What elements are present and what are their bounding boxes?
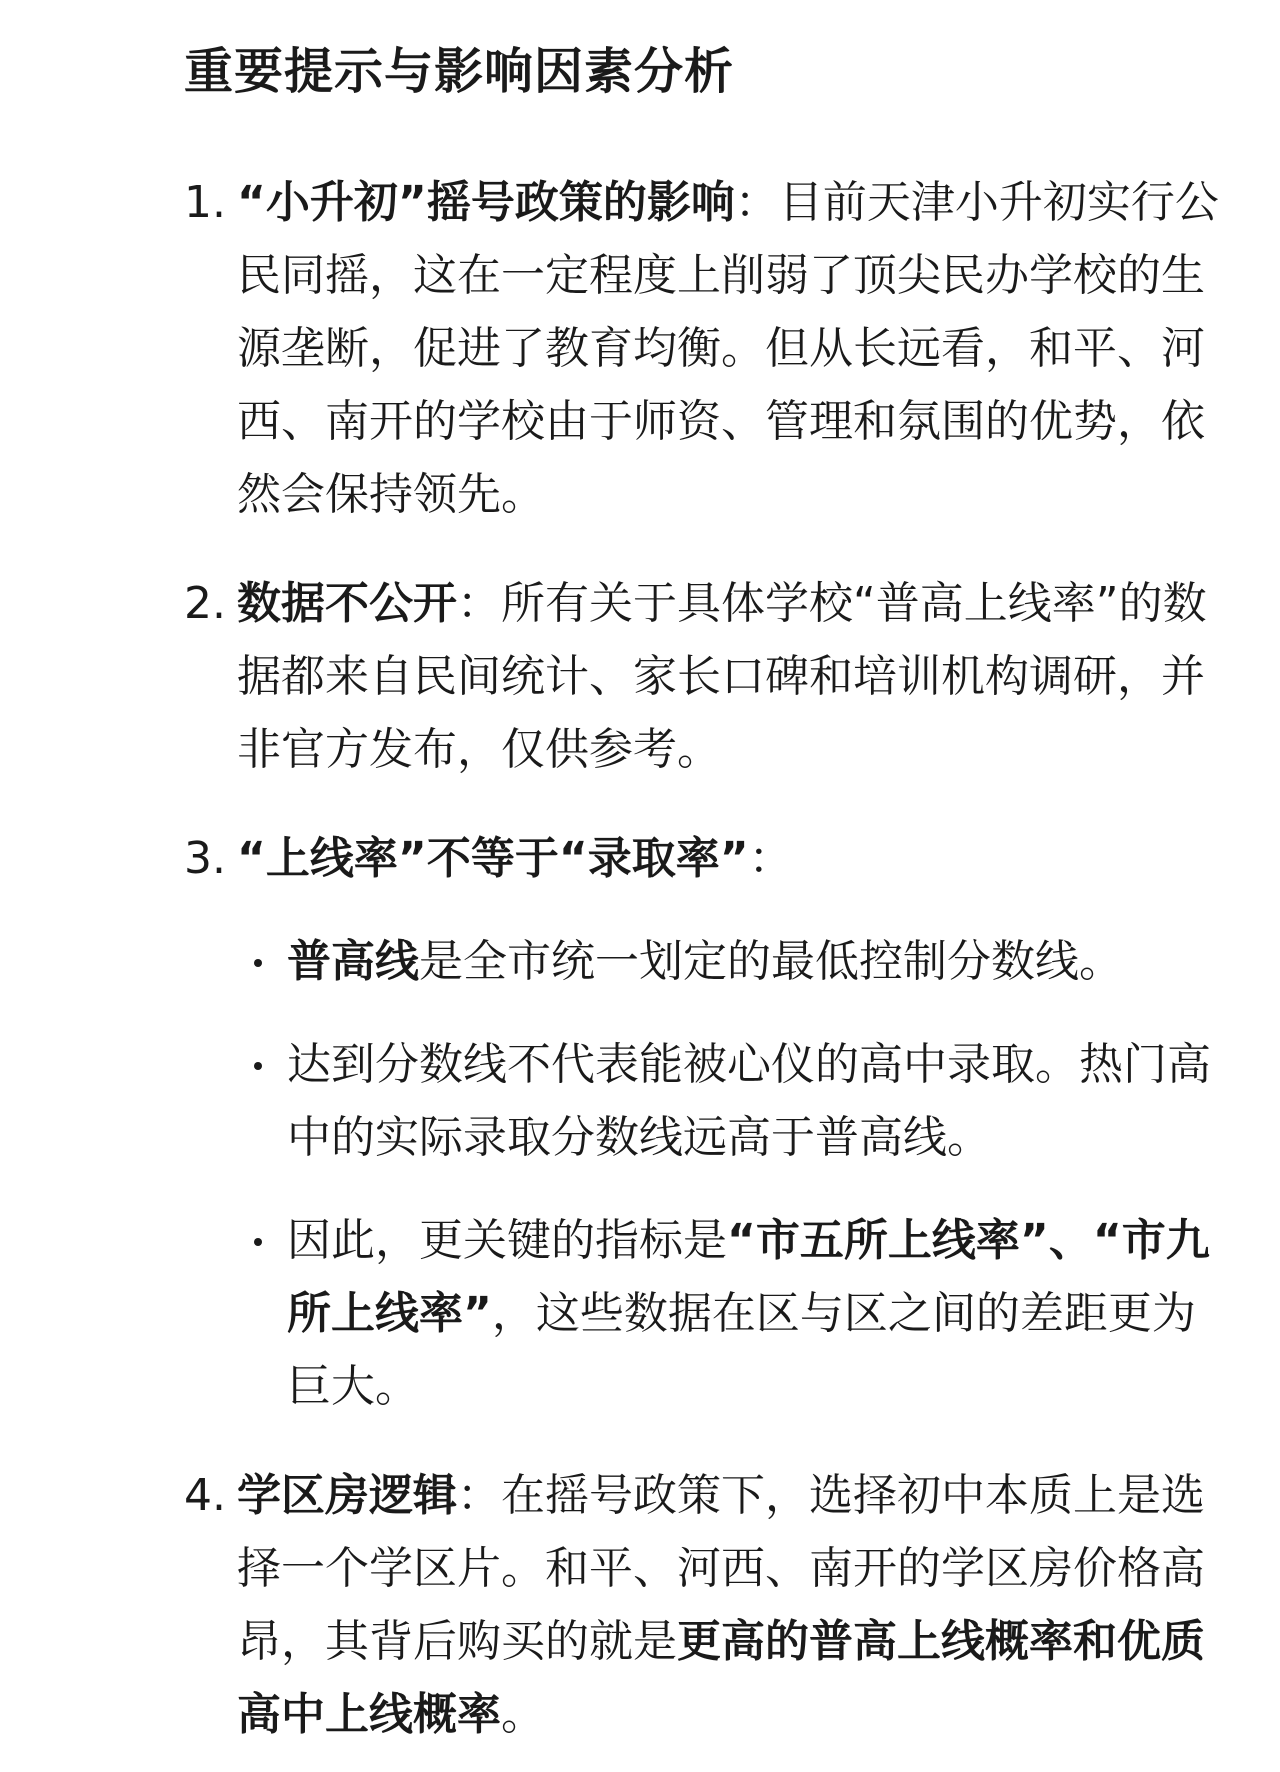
page-title: 重要提示与影响因素分析 — [184, 43, 735, 100]
item-number: 4. — [184, 1470, 226, 1521]
sub-item-text: 是全市统一划定的最低控制分数线。 — [419, 936, 1123, 987]
item-text: ：目前天津小升初实行公民同摇，这在一定程度上削弱了顶尖民办学校的生源垄断，促进了教育均衡。但从长远看，和平、河西、南开的学校由于师资、管理和氛围的优势，依然会保持领先。 — [237, 177, 1219, 520]
item-lead: “上线率”不等于“录取率” — [237, 833, 749, 884]
sub-item-pre: 因此，更关键的指标是 — [287, 1215, 727, 1266]
bullet-dot — [254, 1238, 262, 1246]
item-text: ：在摇号政策下，选择初中本质上是选择一个学区片。和平、河西、南开的学区房价格高昂，其背后购买的就是 — [237, 1470, 1205, 1667]
item-text: ：所有关于具体学校“普高上线率”的数据都来自民间统计、家长口碑和培训机构调研，并非官方发布，仅供参考。 — [237, 578, 1207, 775]
item-text: ： — [748, 833, 793, 884]
item-tail-bold: 更高的普高上线概率和优质高中上线概率 — [237, 1616, 1205, 1740]
list-item-data-not-public — [184, 567, 1234, 786]
item-number: 2. — [184, 578, 226, 629]
item-lead: “小升初”摇号政策的影响 — [237, 177, 735, 228]
item-tail: 。 — [501, 1689, 545, 1740]
bullet-dot — [254, 1062, 262, 1070]
sub-item-text: ，这些数据在区与区之间的差距更为巨大。 — [287, 1288, 1196, 1412]
list-item-school-district — [184, 1459, 1234, 1751]
list-item-policy — [184, 166, 1234, 531]
sub-list-item — [237, 1028, 1234, 1174]
item-lead: 数据不公开 — [237, 578, 457, 629]
sub-item-text: 达到分数线不代表能被心仪的高中录取。热门高中的实际录取分数线远高于普高线。 — [287, 1039, 1211, 1163]
sub-list-item — [237, 925, 1234, 998]
sub-list — [237, 925, 1234, 1423]
item-number: 3. — [184, 833, 226, 884]
sub-item-bold: 普高线 — [287, 936, 419, 987]
item-lead: 学区房逻辑 — [237, 1470, 457, 1521]
list-item-rate-difference — [184, 822, 1234, 1423]
analysis-list — [184, 166, 1234, 1751]
sub-list-item — [237, 1204, 1234, 1423]
sub-item-bold: “市五所上线率”、“市九所上线率” — [287, 1215, 1210, 1339]
item-number: 1. — [184, 177, 226, 228]
bullet-dot — [254, 959, 262, 967]
